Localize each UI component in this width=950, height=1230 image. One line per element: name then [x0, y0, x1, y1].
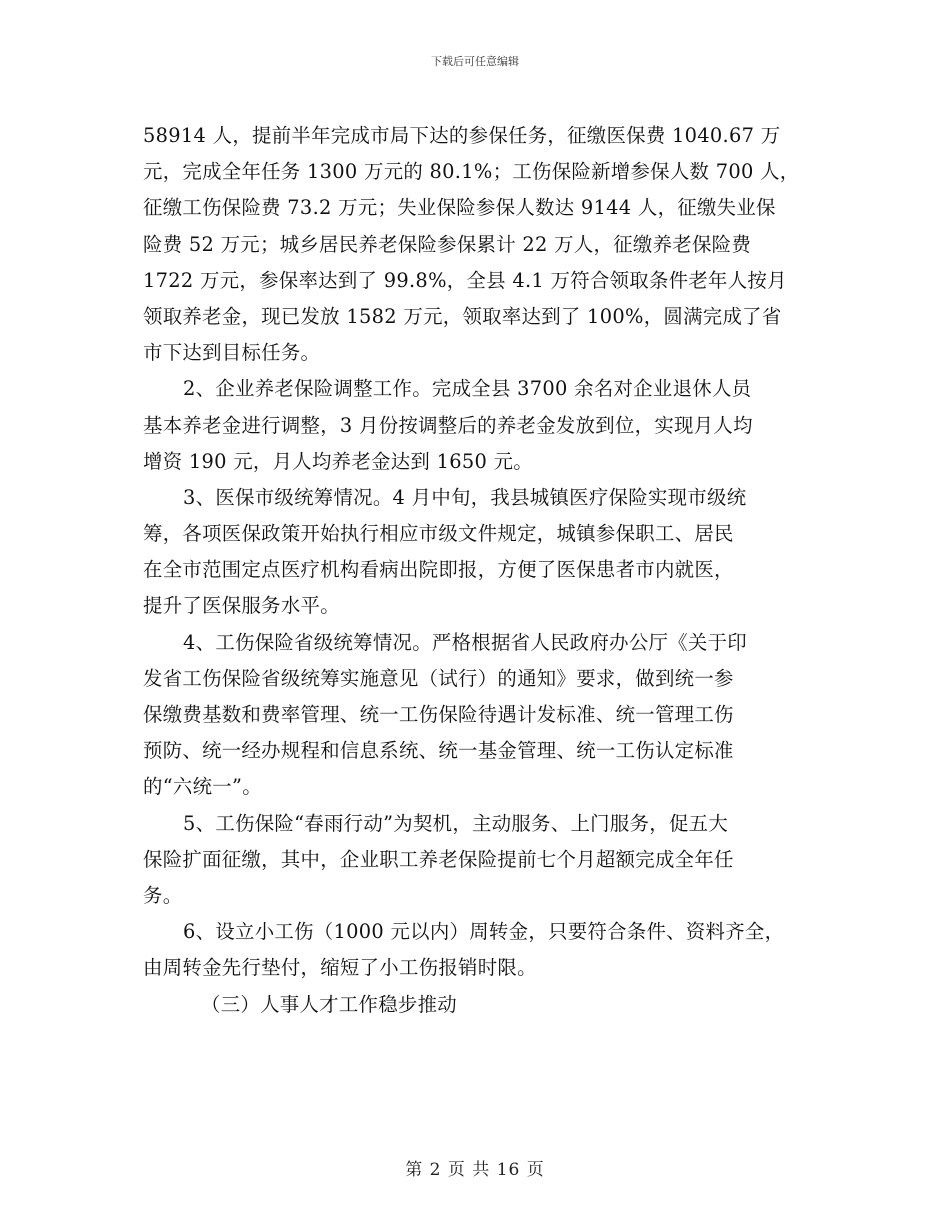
text-line: 由周转金先行垫付，缩短了小工伤报销时限。 — [143, 956, 537, 980]
text-line: 1722 万元，参保率达到了 99.8%，全县 4.1 万符合领取条件老年人按月 — [143, 268, 787, 292]
text-line: 筹，各项医保政策开始执行相应市级文件规定，城镇参保职工、居民 — [143, 522, 734, 546]
text-line: 2、企业养老保险调整工作。完成全县 3700 余名对企业退休人员 — [183, 377, 752, 401]
text-line: 6、设立小工伤（1000 元以内）周转金，只要符合条件、资料齐全， — [183, 920, 785, 944]
text-line: 领取养老金，现已发放 1582 万元，领取率达到了 100%，圆满完成了省 — [143, 304, 782, 328]
text-line: 市下达到目标任务。 — [143, 341, 321, 365]
text-line: 3、医保市级统筹情况。4 月中旬，我县城镇医疗保险实现市级统 — [183, 485, 747, 509]
text-line: （三）人事人才工作稳步推动 — [201, 992, 457, 1016]
text-line: 发省工伤保险省级统筹实施意见（试行）的通知》要求，做到统一参 — [143, 666, 734, 690]
text-line: 增资 190 元，月人均养老金达到 1650 元。 — [143, 449, 533, 473]
text-line: 基本养老金进行调整，3 月份按调整后的养老金发放到位，实现月人均 — [143, 413, 753, 437]
text-line: 保险扩面征缴，其中，企业职工养老保险提前七个月超额完成全年任 — [143, 847, 734, 871]
document-body — [143, 118, 833, 1023]
text-line: 元，完成全年任务 1300 万元的 80.1%；工伤保险新增参保人数 700 人， — [143, 160, 800, 184]
page-header: 下载后可任意编辑 — [431, 55, 519, 68]
text-line: 提升了医保服务水平。 — [143, 594, 340, 618]
text-line: 险费 52 万元；城乡居民养老保险参保累计 22 万人，征缴养老保险费 — [143, 232, 752, 256]
text-line: 在全市范围定点医疗机构看病出院即报，方便了医保患者市内就医， — [143, 558, 734, 582]
text-line: 保缴费基数和费率管理、统一工伤保险待遇计发标准、统一管理工伤 — [143, 703, 734, 726]
page-footer: 第 2 页 共 16 页 — [405, 1160, 545, 1180]
text-line: 预防、统一经办规程和信息系统、统一基金管理、统一工伤认定标准 — [143, 739, 734, 763]
text-line: 务。 — [143, 883, 183, 907]
text-line: 5、工伤保险“春雨行动”为契机，主动服务、上门服务，促五大 — [183, 811, 729, 835]
text-line: 征缴工伤保险费 73.2 万元；失业保险参保人数达 9144 人，征缴失业保 — [143, 196, 776, 220]
text-line: 4、工伤保险省级统筹情况。严格根据省人民政府办公厅《关于印 — [183, 630, 747, 654]
text-line: 58914 人，提前半年完成市局下达的参保任务，征缴医保费 1040.67 万 — [143, 124, 781, 147]
text-line: 的“六统一”。 — [143, 775, 262, 799]
